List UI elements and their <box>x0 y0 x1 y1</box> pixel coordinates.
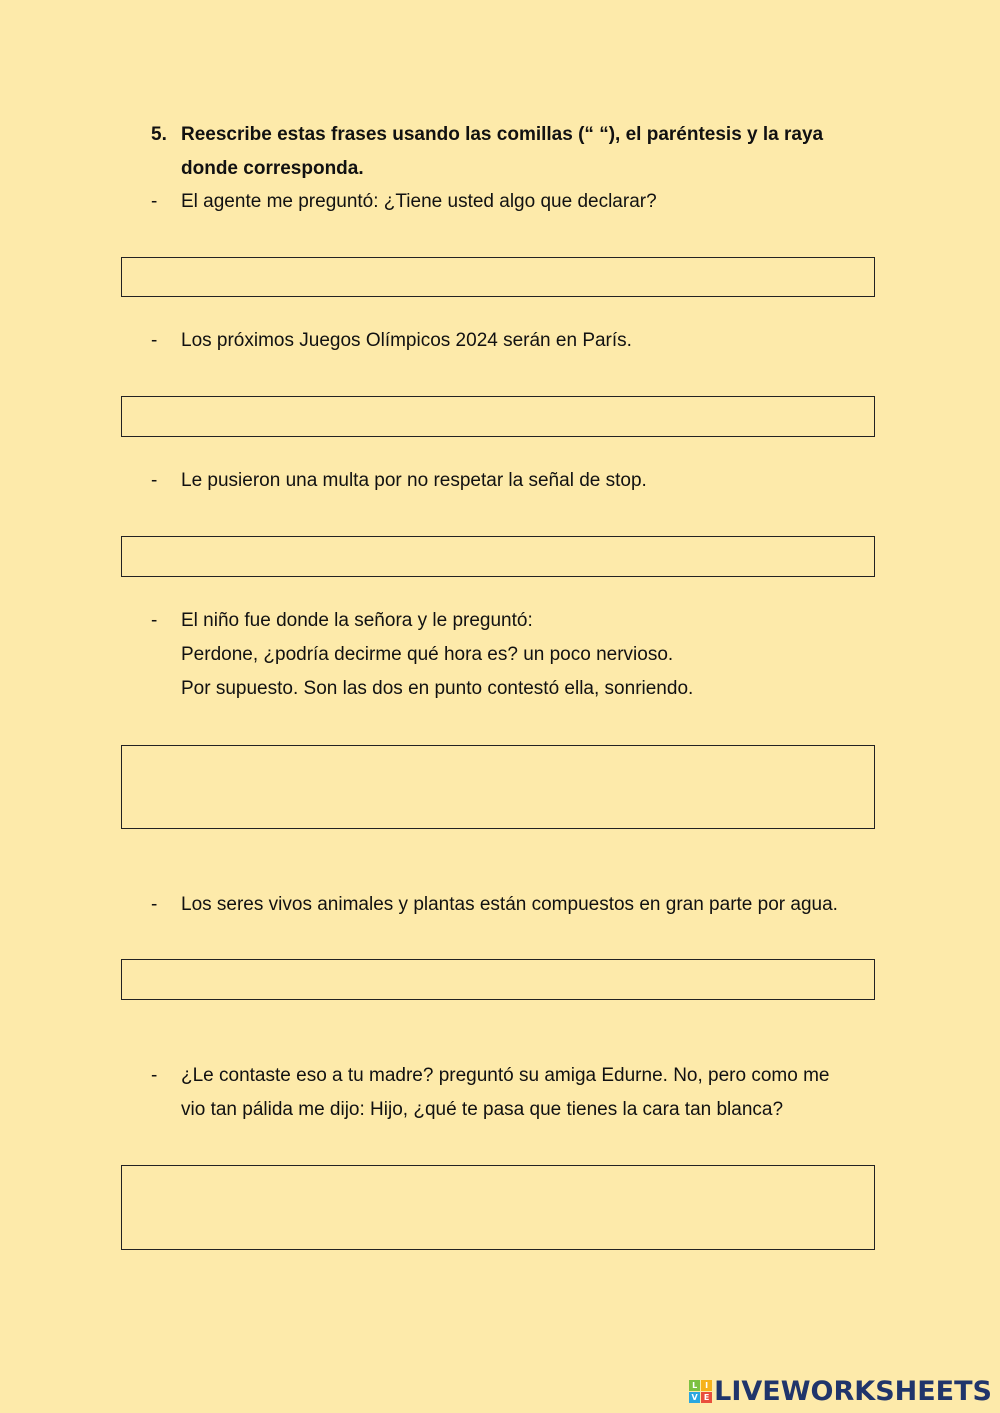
answer-input-4[interactable] <box>122 746 874 828</box>
sentence-item-5 <box>151 888 891 922</box>
sentence-item-4 <box>151 604 891 706</box>
answer-box-6[interactable] <box>121 1165 875 1250</box>
brand-name: LIVEWORKSHEETS <box>714 1376 992 1407</box>
bullet-dash: - <box>151 191 158 212</box>
bullet-dash: - <box>151 610 158 631</box>
answer-input-1[interactable] <box>122 258 874 296</box>
answer-input-5[interactable] <box>122 960 874 999</box>
question-title <box>151 118 881 186</box>
sentence-line: El agente me preguntó: ¿Tiene usted algo que declarar? <box>181 191 657 212</box>
sentence-line: Perdone, ¿podría decirme qué hora es? un poco nervioso. <box>181 644 674 665</box>
answer-box-4[interactable] <box>121 745 875 829</box>
sentence-item-1 <box>151 185 891 219</box>
answer-box-1[interactable] <box>121 257 875 297</box>
answer-box-5[interactable] <box>121 959 875 1000</box>
answer-input-3[interactable] <box>122 537 874 576</box>
logo-letter: L <box>689 1380 700 1391</box>
sentence-item-3 <box>151 464 891 498</box>
bullet-dash: - <box>151 894 158 915</box>
sentence-line: vio tan pálida me dijo: Hijo, ¿qué te pasa que tienes la cara tan blanca? <box>181 1099 784 1120</box>
sentence-line: ¿Le contaste eso a tu madre? preguntó su amiga Edurne. No, pero como me <box>181 1065 830 1086</box>
liveworksheets-brand <box>689 1376 992 1407</box>
sentence-line: Los seres vivos animales y plantas están compuestos en gran parte por agua. <box>181 894 838 915</box>
sentence-line: Le pusieron una multa por no respetar la señal de stop. <box>181 470 647 491</box>
answer-box-3[interactable] <box>121 536 875 577</box>
bullet-dash: - <box>151 330 158 351</box>
sentence-line: Por supuesto. Son las dos en punto contestó ella, sonriendo. <box>181 678 694 699</box>
sentence-line: El niño fue donde la señora y le preguntó: <box>181 610 533 631</box>
bullet-dash: - <box>151 470 158 491</box>
answer-input-6[interactable] <box>122 1166 874 1249</box>
answer-box-2[interactable] <box>121 396 875 437</box>
sentence-item-6 <box>151 1059 891 1127</box>
question-instruction: Reescribe estas frases usando las comillas (“ “), el paréntesis y la raya donde corresponda. <box>181 124 824 179</box>
liveworksheets-logo-icon <box>689 1380 712 1403</box>
sentence-item-2 <box>151 324 891 358</box>
sentence-line: Los próximos Juegos Olímpicos 2024 serán en París. <box>181 330 632 351</box>
logo-letter: I <box>701 1380 712 1391</box>
logo-letter: V <box>689 1392 700 1403</box>
bullet-dash: - <box>151 1065 158 1086</box>
answer-input-2[interactable] <box>122 397 874 436</box>
question-number: 5. <box>151 124 167 145</box>
logo-letter: E <box>701 1392 712 1403</box>
